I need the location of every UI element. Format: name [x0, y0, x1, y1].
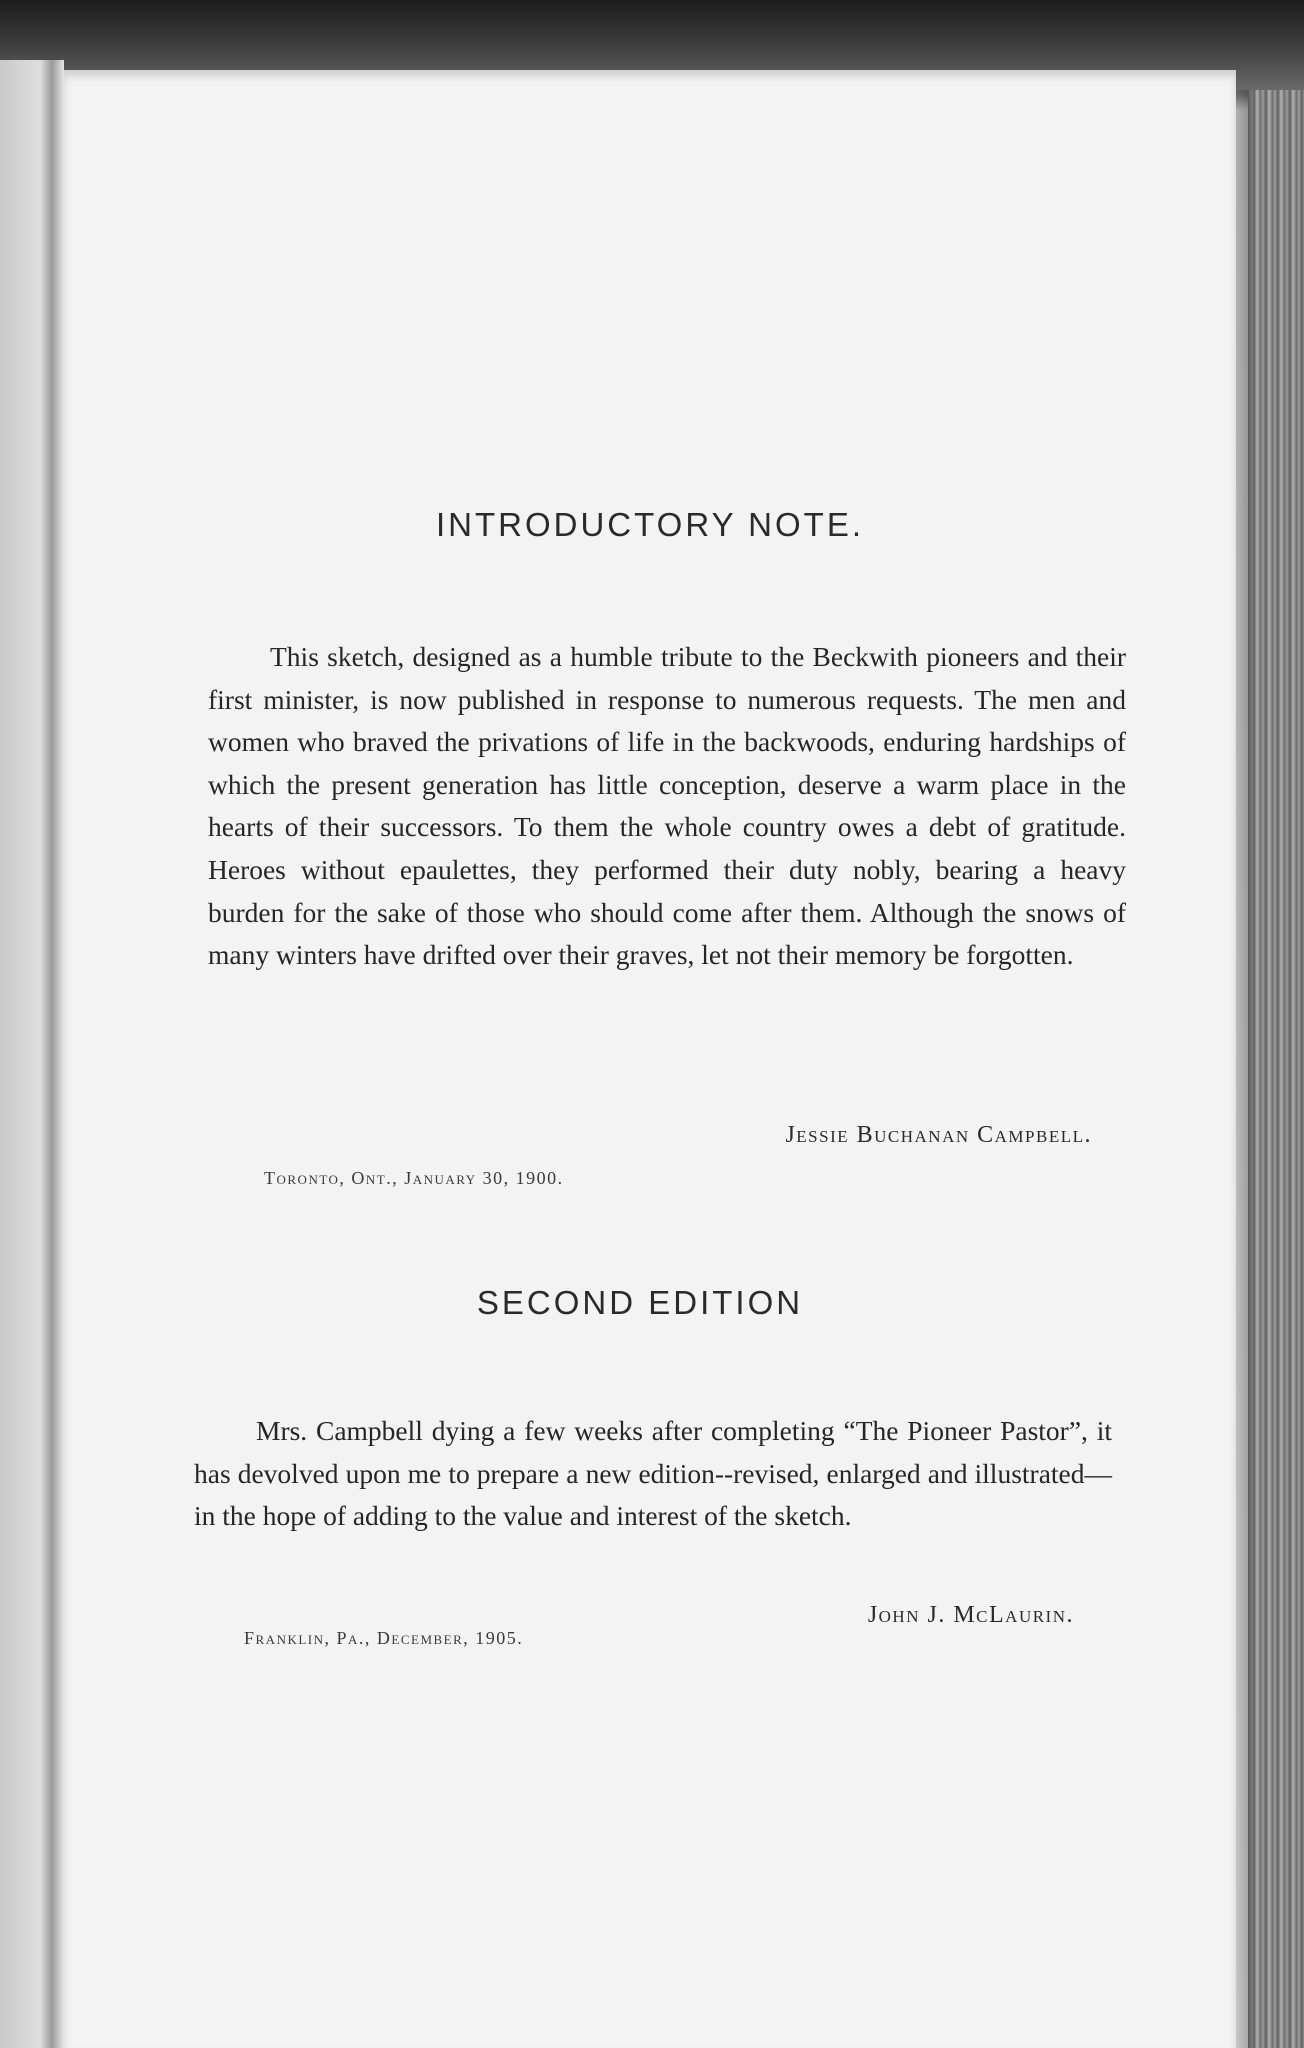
second-edition-place-date: Franklin, Pa., December, 1905.: [244, 1628, 524, 1648]
intro-place-date: Toronto, Ont., January 30, 1900.: [264, 1168, 564, 1188]
second-edition-heading: SECOND EDITION: [476, 1284, 804, 1321]
second-edition-paragraph: Mrs. Campbell dying a few weeks after completing “The Pioneer Pastor”, it has devolved upon me to prepare a new edition--revised, enlarged and illustrated—in the hope of adding to the value and interest of the sketch.: [194, 1415, 1112, 1532]
book-page: [64, 70, 1236, 2048]
intro-paragraph: This sketch, designed as a humble tribute to the Beckwith pioneers and their first minister, is now published in response to numerous requests. The men and women who braved the privations of life in the backwoods, enduring hardships of which the present generation has little conception, deserve a warm place in the hearts of their successors. To them the whole country owes a debt of gratitude. Heroes without epaulettes, they performed their duty nobly, bearing a heavy burden for the sake of those who should come after them. Although the snows of many winters have drifted over their graves, let not their memory be forgotten.: [208, 641, 1126, 971]
second-edition-signature: John J. McLaurin.: [867, 1602, 1074, 1628]
right-page-stack-edge: [1248, 90, 1304, 2048]
intro-heading: INTRODUCTORY NOTE.: [435, 506, 865, 543]
left-page-edge: [0, 60, 64, 2048]
intro-signature: Jessie Buchanan Campbell.: [785, 1122, 1092, 1148]
